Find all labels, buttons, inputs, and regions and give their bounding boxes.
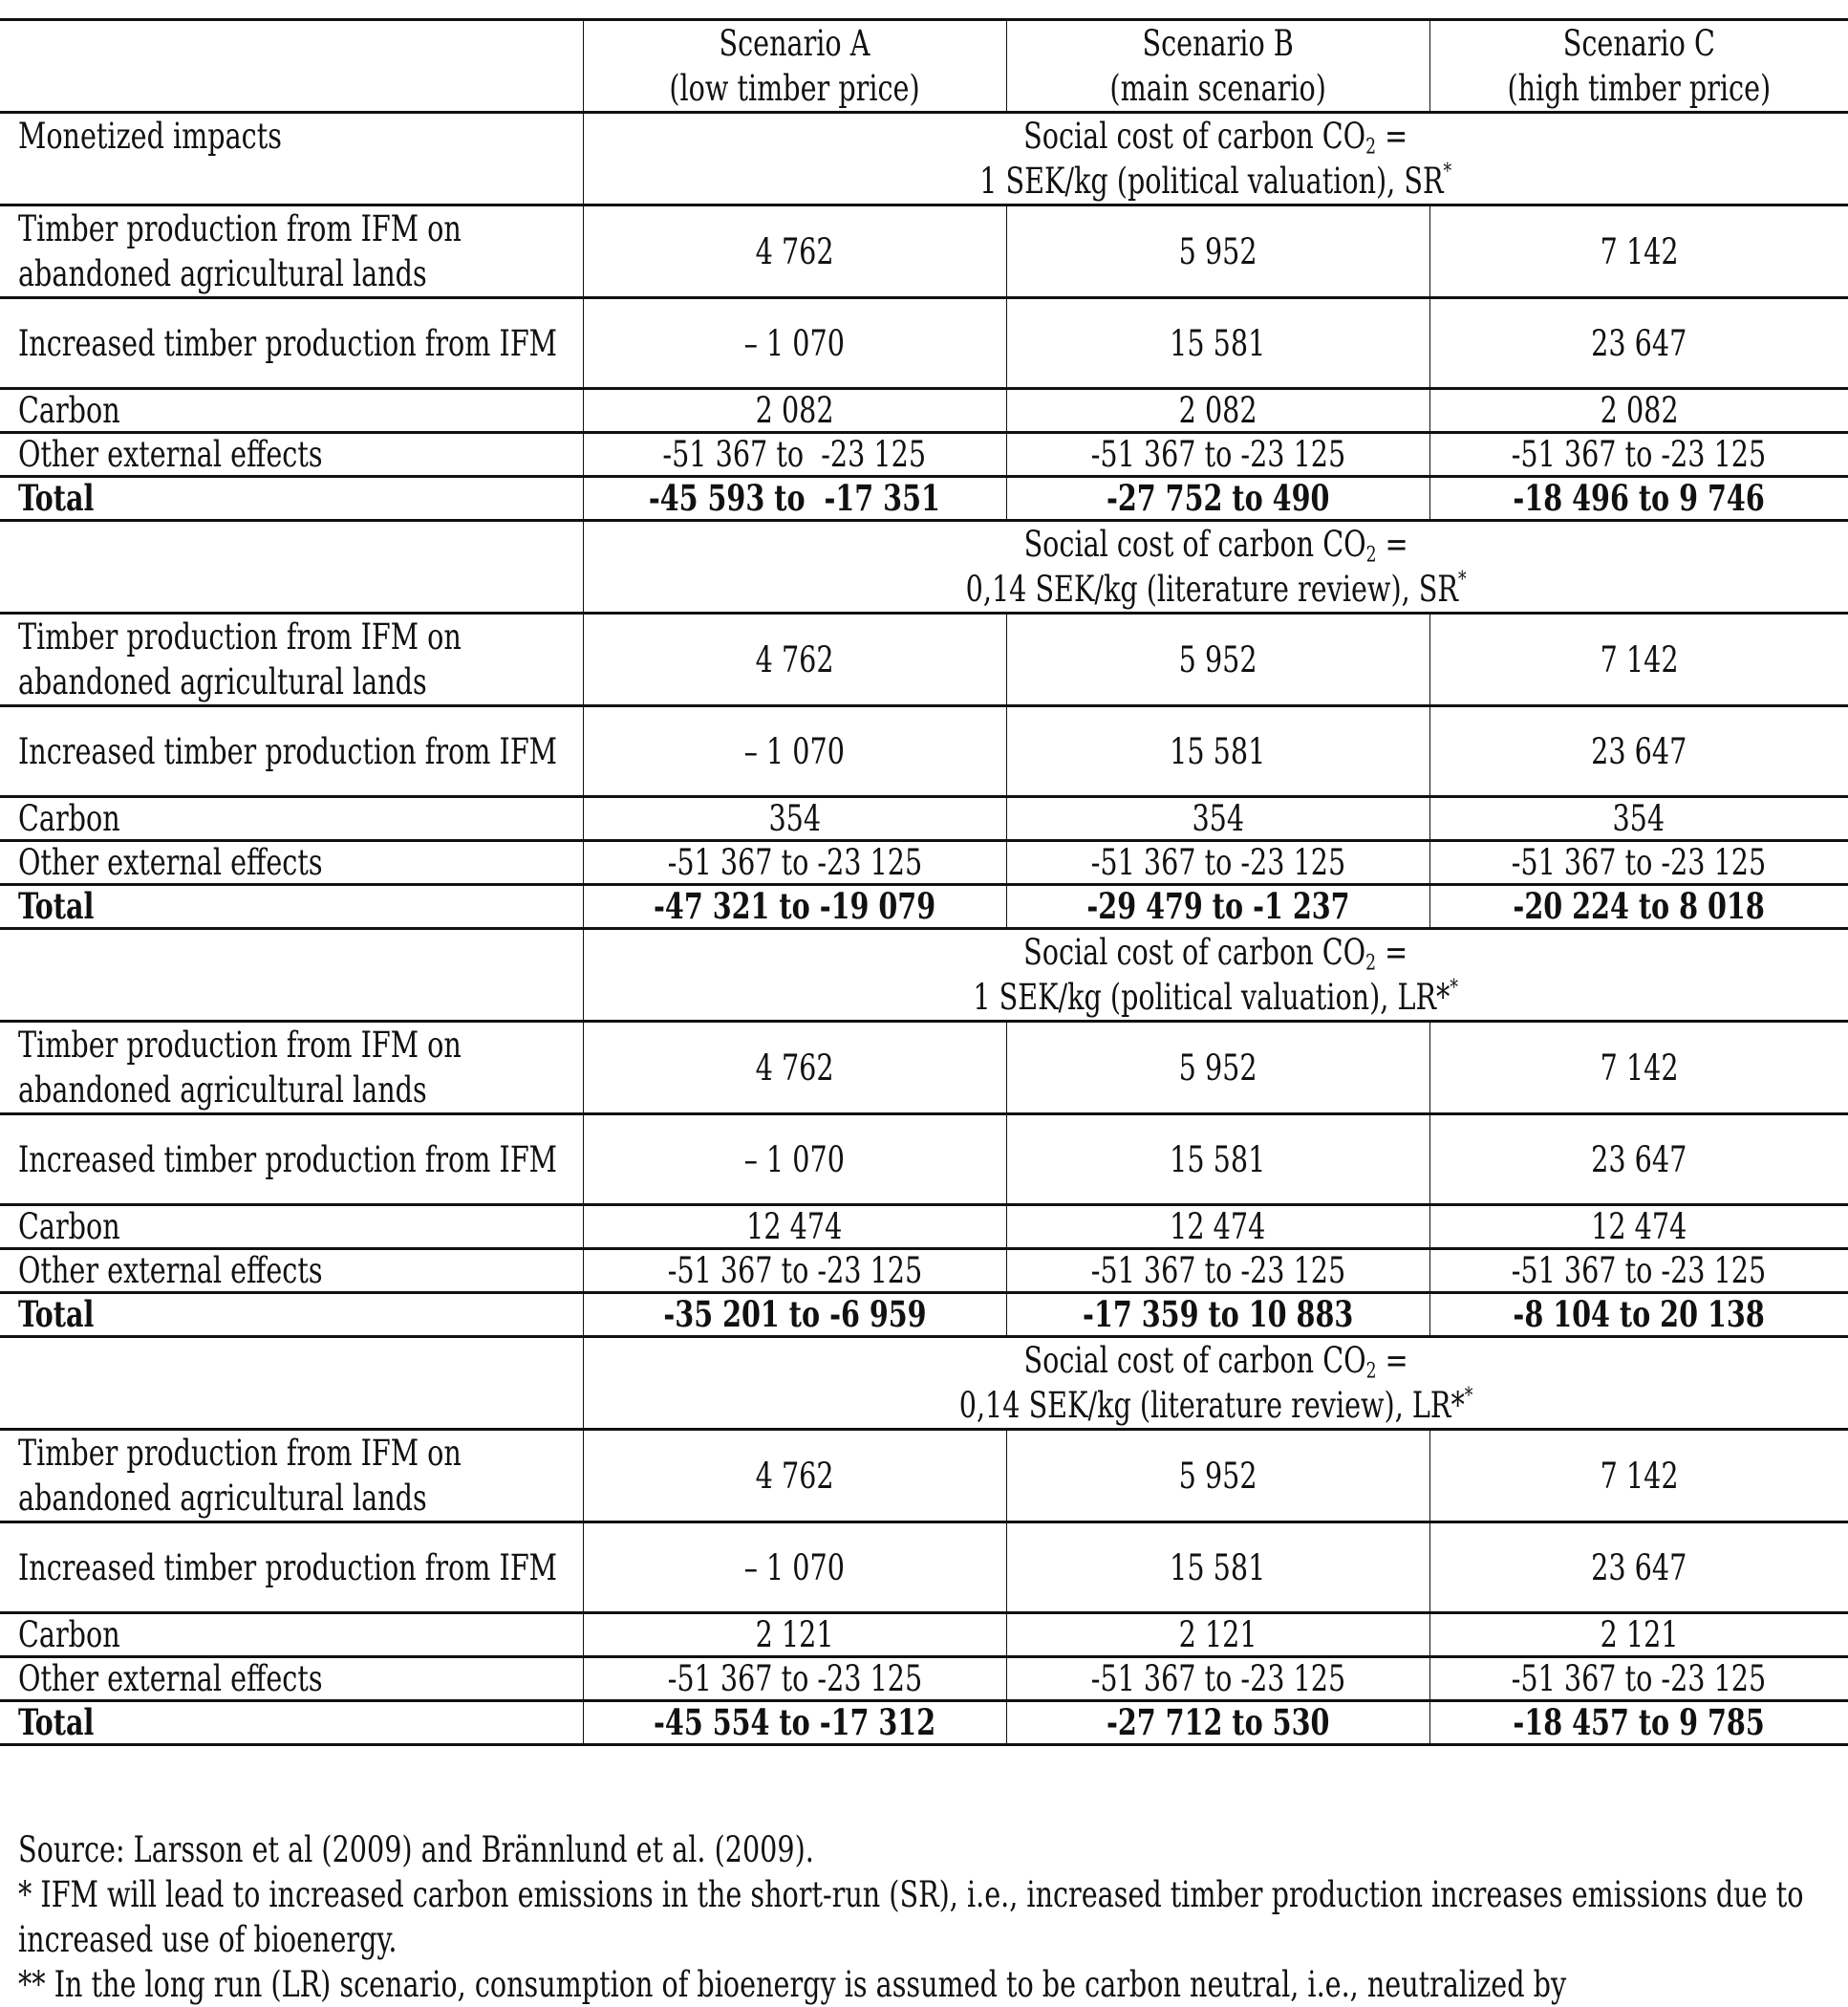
table-row-other: [0, 433, 1848, 477]
cell-scenario-c: 2 082: [1429, 389, 1848, 433]
cell-scenario-a: 354: [583, 797, 1006, 841]
cell-scenario-c: 7 142: [1429, 1430, 1848, 1522]
cell-scenario-b: -17 359 to 10 883: [1006, 1293, 1429, 1337]
row-label: Timber production from IFM on abandoned agricultural lands: [0, 1022, 583, 1114]
cell-scenario-c: -51 367 to -23 125: [1429, 1657, 1848, 1701]
row-label: Increased timber production from IFM: [0, 706, 583, 797]
cell-scenario-b: -27 752 to 490: [1006, 477, 1429, 521]
scc-row: [0, 929, 1848, 1022]
footnote-sr: * IFM will lead to increased carbon emissions in the short-run (SR), i.e., increased timber production increases emissions due to increased use of bioenergy.: [18, 1874, 1804, 1960]
scc-line-2: 0,14 SEK/kg (literature review), SR*: [965, 567, 1467, 610]
cell-scenario-b: -51 367 to -23 125: [1006, 433, 1429, 477]
cell-scenario-b: 5 952: [1006, 614, 1429, 706]
cell-scenario-a: – 1 070: [583, 706, 1006, 797]
cell-scenario-c: 23 647: [1429, 1114, 1848, 1205]
table-row-increased: [0, 706, 1848, 797]
header-row: [0, 20, 1848, 113]
cell-scenario-c: -18 496 to 9 746: [1429, 477, 1848, 521]
scc-assumption-cell: [583, 1337, 1848, 1430]
table-row-carbon: [0, 389, 1848, 433]
header-scenario-b: [1006, 20, 1429, 113]
source-note: Source: Larsson et al (2009) and Brännlund et al. (2009).: [18, 1829, 814, 1870]
table-row-timber: [0, 1430, 1848, 1522]
scenario-name: Scenario C: [1562, 23, 1715, 64]
row-label: Increased timber production from IFM: [0, 1114, 583, 1205]
cell-scenario-b: 15 581: [1006, 706, 1429, 797]
cell-scenario-c: 7 142: [1429, 1022, 1848, 1114]
scenario-name: Scenario B: [1142, 23, 1294, 64]
cell-scenario-a: -51 367 to -23 125: [583, 1249, 1006, 1293]
header-stub: [0, 20, 583, 113]
cell-scenario-c: -8 104 to 20 138: [1429, 1293, 1848, 1337]
table-row-total: [0, 477, 1848, 521]
cell-scenario-a: -51 367 to -23 125: [583, 433, 1006, 477]
scc-line-2: 1 SEK/kg (political valuation), SR*: [979, 159, 1452, 202]
scc-assumption-cell: [583, 929, 1848, 1022]
table-row-total: [0, 885, 1848, 929]
cell-scenario-a: – 1 070: [583, 1522, 1006, 1613]
cell-scenario-a: -45 554 to -17 312: [583, 1701, 1006, 1745]
scc-row-stub: [0, 1337, 583, 1430]
row-label: Other external effects: [0, 433, 583, 477]
table-notes: [18, 1827, 1834, 2007]
cell-scenario-c: 7 142: [1429, 614, 1848, 706]
row-label: Increased timber production from IFM: [0, 298, 583, 389]
footnote-lr: ** In the long run (LR) scenario, consumption of bioenergy is assumed to be carbon neutral, i.e., neutralized by: [18, 1964, 1567, 2005]
header-scenario-a: [583, 20, 1006, 113]
row-label: Timber production from IFM on abandoned agricultural lands: [0, 205, 583, 298]
cell-scenario-c: -18 457 to 9 785: [1429, 1701, 1848, 1745]
row-label: Timber production from IFM on abandoned agricultural lands: [0, 614, 583, 706]
cell-scenario-b: 15 581: [1006, 1522, 1429, 1613]
cell-scenario-a: 12 474: [583, 1205, 1006, 1249]
cell-scenario-b: 15 581: [1006, 298, 1429, 389]
cell-scenario-b: 5 952: [1006, 1022, 1429, 1114]
table-row-other: [0, 1657, 1848, 1701]
cell-scenario-a: -35 201 to -6 959: [583, 1293, 1006, 1337]
scc-line-1: Social cost of carbon $CO_2$ =: [1023, 524, 1408, 568]
cell-scenario-b: -51 367 to -23 125: [1006, 1249, 1429, 1293]
table-row-carbon: [0, 1205, 1848, 1249]
row-label: Total: [0, 1701, 583, 1745]
row-label: Carbon: [0, 1613, 583, 1657]
table-row-timber: [0, 614, 1848, 706]
cell-scenario-c: -51 367 to -23 125: [1429, 841, 1848, 885]
table-row-total: [0, 1293, 1848, 1337]
cell-scenario-a: 4 762: [583, 614, 1006, 706]
cell-scenario-c: -51 367 to -23 125: [1429, 433, 1848, 477]
scc-line-1: Social cost of carbon $CO_2$ =: [1023, 116, 1408, 160]
table-row-timber: [0, 205, 1848, 298]
table-row-increased: [0, 298, 1848, 389]
scc-row-stub: [0, 521, 583, 614]
table-row-carbon: [0, 797, 1848, 841]
scc-row: [0, 1337, 1848, 1430]
scc-row-stub: [0, 929, 583, 1022]
table-row-timber: [0, 1022, 1848, 1114]
cell-scenario-b: 354: [1006, 797, 1429, 841]
scc-row: [0, 521, 1848, 614]
row-label: Carbon: [0, 797, 583, 841]
cell-scenario-c: 354: [1429, 797, 1848, 841]
cell-scenario-a: 4 762: [583, 1022, 1006, 1114]
scc-row-stub: Monetized impacts: [0, 113, 583, 205]
cell-scenario-b: 5 952: [1006, 205, 1429, 298]
cell-scenario-c: 23 647: [1429, 1522, 1848, 1613]
document-page: [0, 18, 1848, 2005]
scc-assumption-cell: [583, 521, 1848, 614]
cell-scenario-a: -51 367 to -23 125: [583, 1657, 1006, 1701]
cell-scenario-c: -51 367 to -23 125: [1429, 1249, 1848, 1293]
scc-line-1: Social cost of carbon $CO_2$ =: [1023, 932, 1408, 976]
row-label: Other external effects: [0, 1249, 583, 1293]
cell-scenario-c: -20 224 to 8 018: [1429, 885, 1848, 929]
row-label: Total: [0, 477, 583, 521]
scenario-desc: (main scenario): [1109, 68, 1326, 109]
row-label: Increased timber production from IFM: [0, 1522, 583, 1613]
cell-scenario-a: -47 321 to -19 079: [583, 885, 1006, 929]
table-row-increased: [0, 1114, 1848, 1205]
scenario-desc: (high timber price): [1507, 68, 1772, 109]
cell-scenario-b: 12 474: [1006, 1205, 1429, 1249]
cell-scenario-a: – 1 070: [583, 298, 1006, 389]
cell-scenario-b: 2 121: [1006, 1613, 1429, 1657]
cell-scenario-b: 5 952: [1006, 1430, 1429, 1522]
table-row-total: [0, 1701, 1848, 1745]
table-row-carbon: [0, 1613, 1848, 1657]
scc-line-2: 1 SEK/kg (political valuation), LR**: [973, 975, 1459, 1018]
cell-scenario-c: 2 121: [1429, 1613, 1848, 1657]
table-row-other: [0, 1249, 1848, 1293]
row-label: Carbon: [0, 389, 583, 433]
cell-scenario-a: 4 762: [583, 1430, 1006, 1522]
scenario-desc: (low timber price): [669, 68, 920, 109]
table-row-other: [0, 841, 1848, 885]
cell-scenario-b: -51 367 to -23 125: [1006, 1657, 1429, 1701]
cell-scenario-b: 15 581: [1006, 1114, 1429, 1205]
row-label: Other external effects: [0, 841, 583, 885]
cell-scenario-c: 23 647: [1429, 298, 1848, 389]
cell-scenario-a: – 1 070: [583, 1114, 1006, 1205]
cell-scenario-c: 23 647: [1429, 706, 1848, 797]
row-label: Total: [0, 1293, 583, 1337]
cell-scenario-b: -51 367 to -23 125: [1006, 841, 1429, 885]
scc-assumption-cell: [583, 113, 1848, 205]
row-label: Timber production from IFM on abandoned agricultural lands: [0, 1430, 583, 1522]
cell-scenario-a: 4 762: [583, 205, 1006, 298]
scc-line-2: 0,14 SEK/kg (literature review), LR**: [958, 1383, 1473, 1426]
table-row-increased: [0, 1522, 1848, 1613]
header-scenario-c: [1429, 20, 1848, 113]
scenario-name: Scenario A: [719, 23, 870, 64]
cell-scenario-a: 2 121: [583, 1613, 1006, 1657]
scc-line-1: Social cost of carbon $CO_2$ =: [1023, 1340, 1408, 1384]
cell-scenario-c: 7 142: [1429, 205, 1848, 298]
monetized-impacts-table: [0, 18, 1848, 1746]
cell-scenario-a: 2 082: [583, 389, 1006, 433]
row-label: Other external effects: [0, 1657, 583, 1701]
cell-scenario-b: -29 479 to -1 237: [1006, 885, 1429, 929]
cell-scenario-b: 2 082: [1006, 389, 1429, 433]
row-label: Carbon: [0, 1205, 583, 1249]
cell-scenario-b: -27 712 to 530: [1006, 1701, 1429, 1745]
cell-scenario-a: -45 593 to -17 351: [583, 477, 1006, 521]
row-label: Total: [0, 885, 583, 929]
scc-row: [0, 113, 1848, 205]
cell-scenario-a: -51 367 to -23 125: [583, 841, 1006, 885]
cell-scenario-c: 12 474: [1429, 1205, 1848, 1249]
